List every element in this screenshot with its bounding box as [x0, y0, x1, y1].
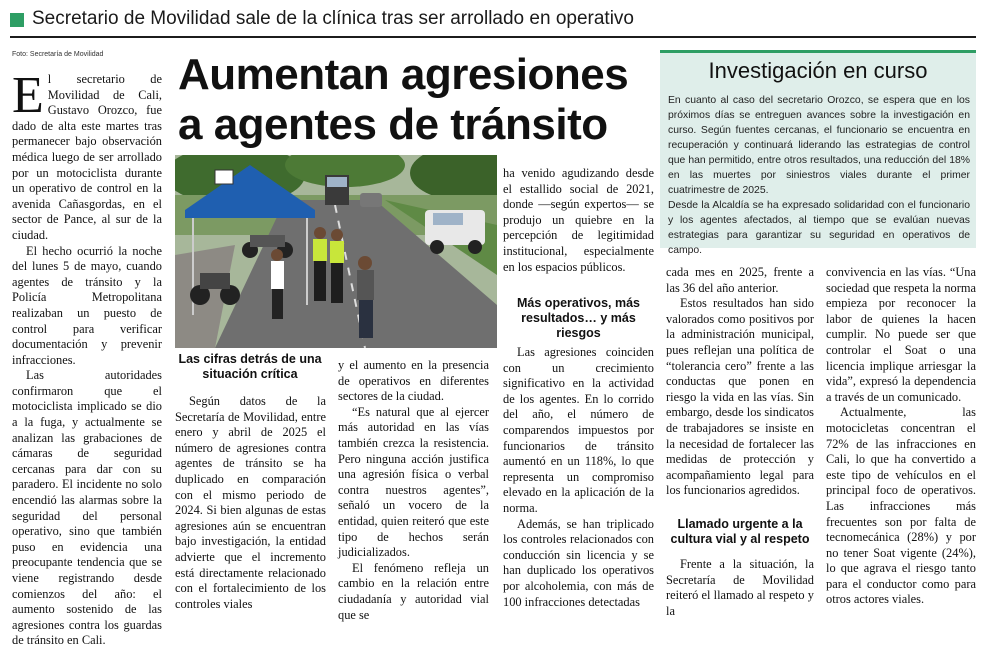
sidebar-title: Investigación en curso — [708, 58, 928, 83]
sidebar-box — [660, 50, 976, 256]
main-column-1 — [175, 394, 326, 612]
subhead-cifras: Las cifras detrás de una situación crítica — [178, 352, 322, 381]
sidebar-paragraph: En cuanto al caso del secretario Orozco, se espera que en los próximos días se entreguen avances sobre la investigación en curso. Según fuentes cercanas, el funcionario se encuentra en recuperación y continuará liderando las estrategias de control que han permitido, entre otros resultados, una reducción del 18% en las muertes por siniestros viales durante el primer cuatrimestre de 2025. — [668, 95, 970, 196]
left-article — [12, 67, 162, 649]
paragraph: y el aumento en la presencia de operativos en diferentes sectores de la ciudad. — [338, 358, 489, 404]
photo-credit: Foto: Secretaría de Movilidad — [12, 51, 104, 58]
left-article-lead: El secretario de Movilidad de Cali, Gustavo Orozco, fue dado de alta este martes tras permanecer bajo observación médica luego de ser arrollado por un motociclista durante un operativo de control en la avenida Cañasgordas, en el sector de Pance, al sur de la ciudad. — [12, 67, 162, 242]
paragraph: Frente a la situación, la Secretaría de Movilidad reiteró el llamado al respeto y la — [666, 557, 814, 618]
paragraph: “Es natural que al ejercer más autoridad en las vías también crezca la resistencia. Pero ninguna acción justifica una agresión física o verbal contra nuestros agentes”, señaló un vocero de la entidad, quien reiteró que este tipo de hechos serán judicializados. — [338, 404, 489, 560]
paragraph: ha venido agudizando desde el estallido social de 2021, donde —según expertos— se produjo un quiebre en la percepción de legitimidad institucional, especialmente en los espacios públicos. — [503, 166, 654, 274]
drop-cap: E — [12, 67, 44, 124]
left-article-paragraph: El hecho ocurrió la noche del lunes 5 de mayo, cuando agentes de tránsito y la Policía Metropolitana realizaban un puesto de control para verificar documentación y prevenir infracciones. — [12, 243, 162, 367]
main-headline: Aumentan agresiones a agentes de tránsito — [178, 50, 629, 149]
paragraph: Según datos de la Secretaría de Movilidad, entre enero y abril de 2025 el número de agresiones contra agentes de tránsito se ha duplicado en comparación con el mismo periodo de 2024. Si bien algunas de estas agresiones aún se encuentran bajo investigación, la entidad advierte que el incremento está directamente relacionado con el fortalecimiento de los controles viales — [175, 394, 326, 611]
checkpoint-photo-illustration — [175, 155, 497, 348]
paragraph: Estos resultados han sido valorados como positivos por la administración municipal, pues reflejan una política de “tolerancia cero” frente a las conductas que ponen en riesgo la vida en las vías. Sin embargo, desde los sindicatos de trabajadores se insiste en la necesidad de fortalecer las medidas de protección y acompañamiento legal para los funcionarios agredidos. — [666, 296, 814, 498]
main-column-2 — [338, 358, 489, 623]
paragraph: cada mes en 2025, frente a las 36 del año anterior. — [666, 265, 814, 295]
paragraph: El fenómeno refleja un cambio en la relación entre ciudadanía y autoridad vial que se — [338, 560, 489, 622]
section-title: Secretario de Movilidad sale de la clínica tras ser arrollado en operativo — [32, 8, 634, 29]
main-column-3-body — [503, 345, 654, 610]
main-column-3 — [503, 166, 654, 275]
header-rule — [10, 36, 976, 38]
left-article-paragraph: Las autoridades confirmaron que el motociclista implicado se dio a la fuga, y actualmente se analizan las grabaciones de cámaras de seguridad cercanas para dar con su paradero. El incidente no solo encendió las alarmas sobre la seguridad del personal operativo, sino que también puso en evidencia una preocupante tendencia que se viene registrando desde comienzos del año: el aumento sostenido de las agresiones contra los guardas de tránsito en Cali. — [12, 368, 162, 648]
main-column-5 — [826, 265, 976, 608]
paragraph: Las agresiones coinciden con un crecimiento significativo en la actividad de los agentes. En lo corrido del año, el número de comparendos impuestos por funcionarios de tránsito aumentó en un 118%, lo que representa un compromiso elevado en la aplicación de la norma. — [503, 345, 654, 515]
paragraph: Actualmente, las motocicletas concentran el 72% de las infracciones en Cali, lo que ha convertido a este tipo de vehículos en el principal foco de operativos. Las infracciones más frecuentes son por falta de tecnomecánica (28%) y por no tener Soat vigente (24%), lo que agrava el riesgo tanto para el conductor como para otros actores viales. — [826, 405, 976, 607]
sidebar-paragraph: Desde la Alcaldía se ha expresado solidaridad con el funcionario y los agentes afectados, al tiempo que se evalúan nuevas estrategias para garantizar su seguridad en operativos de campo. — [668, 200, 970, 256]
paragraph: convivencia en las vías. “Una sociedad que respeta la norma empieza por reconocer la labor de quienes la hacen cumplir. No puede ser que controlar el Soat o una licencia implique arriesgar la vida”, expresó la dependencia a través de un comunicado. — [826, 265, 976, 404]
paragraph: Además, se han triplicado los controles relacionados con conducción sin licencia y se han duplicado los operativos por alcoholemia, con más de 100 infracciones detectadas — [503, 516, 654, 609]
sidebar-body — [668, 93, 970, 258]
main-column-4-bottom — [666, 557, 814, 619]
subhead-operativos: Más operativos, más resultados… y más riesgos — [517, 296, 640, 340]
subhead-llamado: Llamado urgente a la cultura vial y al respeto — [670, 517, 810, 546]
article-photo — [175, 155, 497, 348]
section-header — [10, 10, 980, 32]
main-column-4 — [666, 265, 814, 499]
green-square-icon — [10, 13, 24, 27]
